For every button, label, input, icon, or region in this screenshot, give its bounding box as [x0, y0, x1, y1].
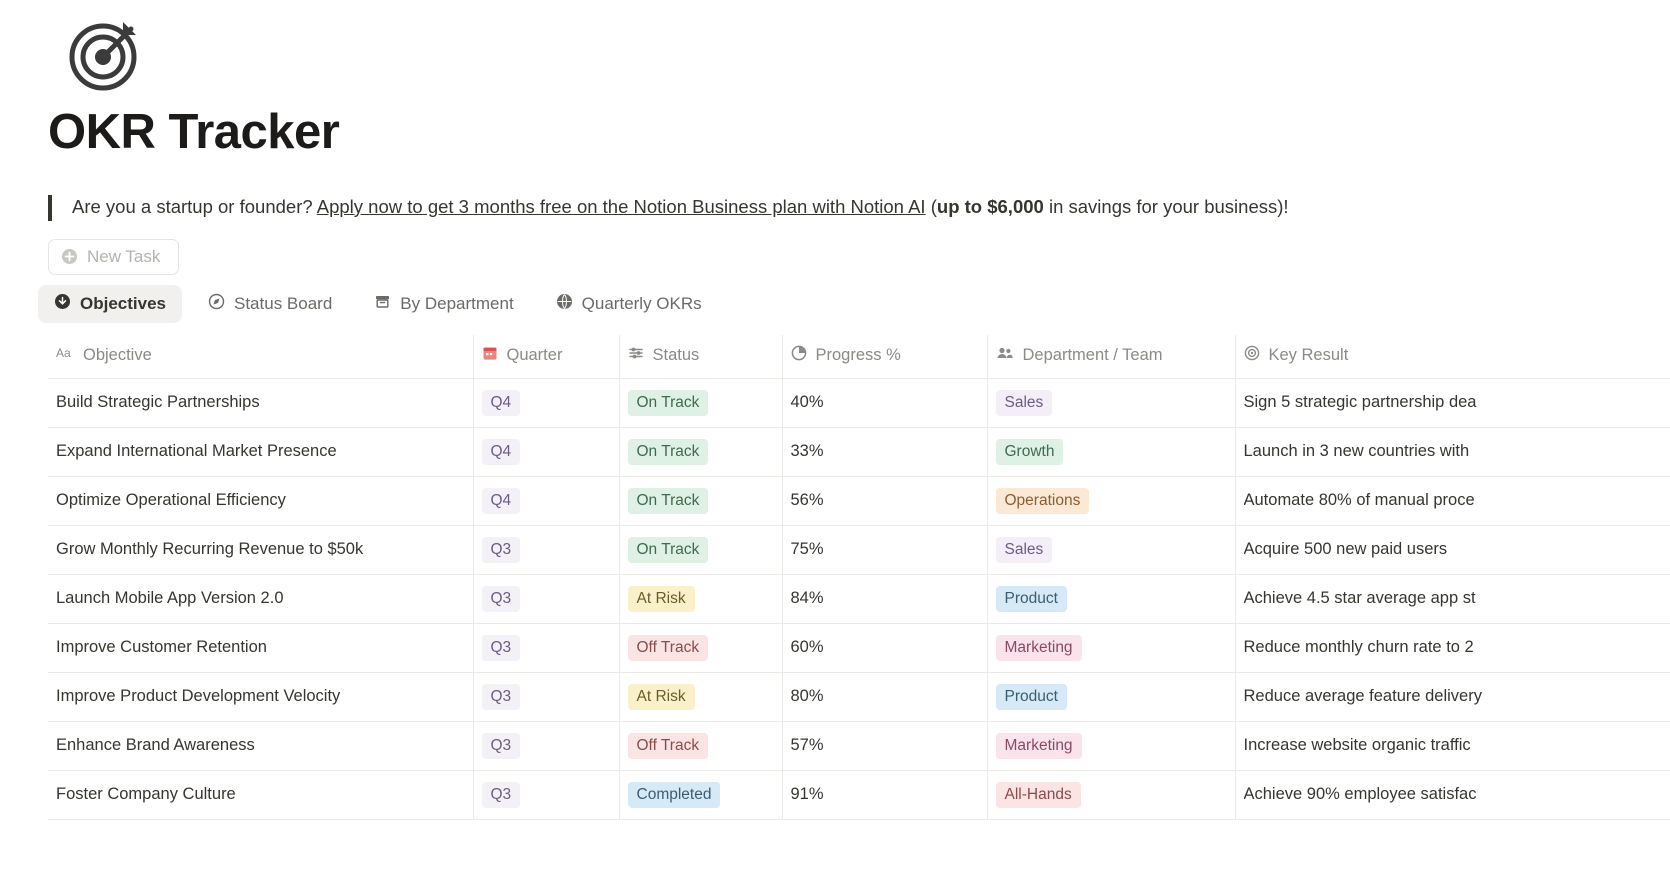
cell-quarter[interactable] — [473, 378, 619, 427]
view-tabs — [38, 285, 1670, 323]
tab-status-board[interactable] — [192, 285, 348, 323]
cell-progress[interactable]: 33% — [782, 427, 987, 476]
callout-text — [72, 194, 1289, 220]
department-tag: Marketing — [996, 635, 1082, 661]
page-title: OKR Tracker — [48, 105, 340, 159]
cell-department[interactable] — [987, 574, 1235, 623]
quarter-tag: Q3 — [482, 782, 521, 808]
cell-department[interactable] — [987, 427, 1235, 476]
compass-icon — [208, 293, 225, 315]
tab-objectives-label: Objectives — [80, 293, 166, 313]
cell-progress[interactable]: 80% — [782, 672, 987, 721]
department-tag: Marketing — [996, 733, 1082, 759]
cell-objective[interactable]: Expand International Market Presence — [48, 427, 473, 476]
column-header-quarter-label: Quarter — [506, 345, 563, 364]
tab-by-department[interactable] — [358, 285, 529, 323]
key-result-text: Automate 80% of manual proce — [1243, 491, 1475, 510]
column-header-key-result-label: Key Result — [1268, 345, 1349, 364]
tab-quarterly-okrs[interactable] — [540, 285, 718, 323]
cell-key-result[interactable] — [1235, 672, 1670, 721]
cell-status[interactable] — [619, 721, 782, 770]
cell-department[interactable] — [987, 623, 1235, 672]
tab-quarterly-okrs-label: Quarterly OKRs — [581, 293, 702, 313]
status-badge: At Risk — [628, 586, 695, 612]
department-tag: All-Hands — [996, 782, 1081, 808]
cell-objective[interactable]: Improve Product Development Velocity — [48, 672, 473, 721]
callout-text-before: Are you a startup or founder? — [72, 195, 317, 217]
archive-icon — [374, 293, 391, 315]
column-header-status-label: Status — [652, 345, 700, 364]
cell-status[interactable] — [619, 672, 782, 721]
status-badge: Off Track — [628, 635, 709, 661]
department-tag: Sales — [996, 537, 1053, 563]
column-header-objective[interactable] — [48, 335, 473, 379]
callout-paren-open: ( — [925, 195, 937, 217]
column-header-key-result[interactable] — [1235, 335, 1670, 379]
svg-text:Aa: Aa — [56, 345, 71, 360]
cell-objective[interactable]: Build Strategic Partnerships — [48, 378, 473, 427]
tab-objectives[interactable] — [38, 285, 182, 323]
key-result-text: Achieve 4.5 star average app st — [1243, 589, 1476, 608]
quarter-tag: Q4 — [482, 488, 521, 514]
status-badge: Completed — [628, 782, 721, 808]
cell-department[interactable] — [987, 770, 1235, 819]
key-result-text: Reduce average feature delivery — [1243, 687, 1482, 706]
callout-bar — [48, 195, 52, 221]
cell-quarter[interactable] — [473, 476, 619, 525]
status-badge: At Risk — [628, 684, 695, 710]
new-task-label: New Task — [87, 246, 161, 266]
key-result-text: Increase website organic traffic — [1243, 736, 1471, 755]
calendar-icon — [482, 345, 498, 366]
tab-status-board-label: Status Board — [234, 293, 333, 313]
table-row[interactable] — [48, 721, 1670, 770]
target-icon[interactable] — [68, 18, 142, 92]
cell-key-result[interactable] — [1235, 623, 1670, 672]
download-circle-icon — [54, 293, 71, 315]
cell-progress[interactable]: 91% — [782, 770, 987, 819]
key-result-text: Sign 5 strategic partnership dea — [1243, 393, 1477, 412]
text-aa-icon — [56, 346, 74, 365]
cell-objective[interactable]: Foster Company Culture — [48, 770, 473, 819]
cell-key-result[interactable] — [1235, 525, 1670, 574]
table-body — [48, 378, 1670, 819]
table-row[interactable] — [48, 476, 1670, 525]
cell-quarter[interactable] — [473, 770, 619, 819]
callout-savings-amount: up to $6,000 — [936, 195, 1044, 217]
quarter-tag: Q3 — [482, 586, 521, 612]
cell-status[interactable] — [619, 770, 782, 819]
column-header-progress-label: Progress % — [815, 345, 901, 364]
cell-progress[interactable]: 40% — [782, 378, 987, 427]
people-icon — [996, 345, 1014, 366]
cell-quarter[interactable] — [473, 525, 619, 574]
cell-department[interactable] — [987, 721, 1235, 770]
column-header-quarter[interactable] — [473, 335, 619, 379]
cell-key-result[interactable] — [1235, 770, 1670, 819]
cell-key-result[interactable] — [1235, 721, 1670, 770]
cell-department[interactable] — [987, 525, 1235, 574]
okr-table — [48, 335, 1670, 820]
quarter-tag: Q3 — [482, 684, 521, 710]
table-row[interactable] — [48, 378, 1670, 427]
globe-icon — [556, 293, 573, 315]
table-row[interactable] — [48, 623, 1670, 672]
key-result-text: Launch in 3 new countries with — [1243, 442, 1470, 461]
department-tag: Product — [996, 586, 1067, 612]
cell-key-result[interactable] — [1235, 427, 1670, 476]
promo-link[interactable]: Apply now to get 3 months free on the Notion Business plan with Notion AI — [316, 195, 926, 217]
cell-quarter[interactable] — [473, 672, 619, 721]
cell-objective[interactable]: Grow Monthly Recurring Revenue to $50k — [48, 525, 473, 574]
column-header-department-label: Department / Team — [1022, 345, 1163, 364]
cell-quarter[interactable] — [473, 721, 619, 770]
cell-objective[interactable]: Optimize Operational Efficiency — [48, 476, 473, 525]
column-header-status[interactable] — [619, 335, 782, 379]
cell-objective[interactable]: Enhance Brand Awareness — [48, 721, 473, 770]
column-header-objective-label: Objective — [83, 345, 152, 364]
quarter-tag: Q3 — [482, 635, 521, 661]
key-result-text: Acquire 500 new paid users — [1243, 540, 1448, 559]
key-result-text: Reduce monthly churn rate to 2 — [1243, 638, 1474, 657]
department-tag: Growth — [996, 439, 1064, 465]
status-badge: On Track — [628, 390, 709, 416]
cell-department[interactable] — [987, 378, 1235, 427]
quarter-tag: Q4 — [482, 390, 521, 416]
cell-key-result[interactable] — [1235, 476, 1670, 525]
cell-progress[interactable]: 60% — [782, 623, 987, 672]
department-tag: Sales — [996, 390, 1053, 416]
cell-key-result[interactable] — [1235, 574, 1670, 623]
cell-objective[interactable]: Improve Customer Retention — [48, 623, 473, 672]
pie-chart-icon — [791, 345, 807, 366]
tab-by-department-label: By Department — [400, 293, 514, 313]
quarter-tag: Q3 — [482, 733, 521, 759]
status-badge: On Track — [628, 537, 709, 563]
cell-key-result[interactable] — [1235, 378, 1670, 427]
cell-status[interactable] — [619, 427, 782, 476]
cell-progress[interactable]: 56% — [782, 476, 987, 525]
status-badge: Off Track — [628, 733, 709, 759]
cell-progress[interactable]: 75% — [782, 525, 987, 574]
cell-department[interactable] — [987, 476, 1235, 525]
cell-status[interactable] — [619, 378, 782, 427]
table-row[interactable] — [48, 770, 1670, 819]
cell-progress[interactable]: 84% — [782, 574, 987, 623]
cell-status[interactable] — [619, 525, 782, 574]
promo-callout — [48, 194, 1670, 221]
callout-text-after: in savings for your business)! — [1043, 195, 1289, 217]
column-header-department[interactable] — [987, 335, 1235, 379]
department-tag: Product — [996, 684, 1067, 710]
table-row[interactable] — [48, 574, 1670, 623]
cell-progress[interactable]: 57% — [782, 721, 987, 770]
department-tag: Operations — [996, 488, 1090, 514]
plus-circle-icon — [61, 248, 78, 265]
select-lines-icon — [628, 345, 644, 366]
status-badge: On Track — [628, 488, 709, 514]
quarter-tag: Q4 — [482, 439, 521, 465]
cell-objective[interactable]: Launch Mobile App Version 2.0 — [48, 574, 473, 623]
table-row[interactable] — [48, 525, 1670, 574]
table-row[interactable] — [48, 427, 1670, 476]
cell-status[interactable] — [619, 623, 782, 672]
cell-quarter[interactable] — [473, 427, 619, 476]
cell-quarter[interactable] — [473, 574, 619, 623]
cell-department[interactable] — [987, 672, 1235, 721]
table-row[interactable] — [48, 672, 1670, 721]
cell-status[interactable] — [619, 574, 782, 623]
key-result-text: Achieve 90% employee satisfac — [1243, 785, 1477, 804]
target-small-icon — [1244, 345, 1260, 366]
table-header-row — [48, 335, 1670, 379]
cell-quarter[interactable] — [473, 623, 619, 672]
column-header-progress[interactable] — [782, 335, 987, 379]
quarter-tag: Q3 — [482, 537, 521, 563]
new-task-button[interactable] — [48, 239, 179, 275]
status-badge: On Track — [628, 439, 709, 465]
cell-status[interactable] — [619, 476, 782, 525]
